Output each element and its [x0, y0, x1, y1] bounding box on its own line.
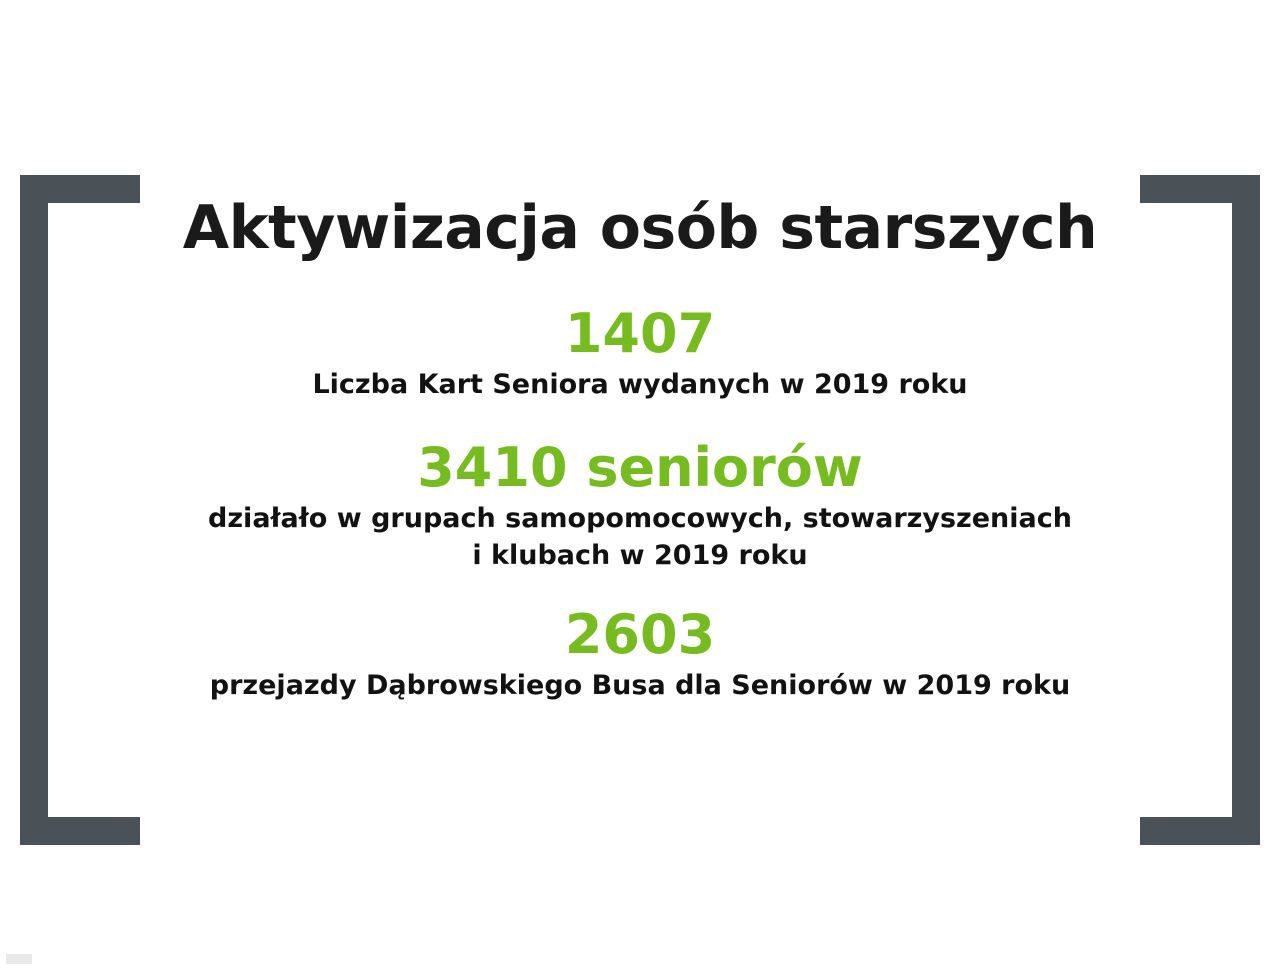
frame-corner-left-vertical [20, 175, 48, 845]
frame-corner-bottom-right-horizontal [1140, 817, 1260, 845]
stat-block-bus-seniorow [120, 604, 1160, 704]
stat-number: 2603 [564, 603, 716, 667]
stat-label: Liczba Kart Seniora wydanych w 2019 roku [312, 369, 968, 401]
stat-block-grupy-samopomocowe [120, 437, 1160, 574]
content-area [120, 195, 1160, 704]
stat-label: przejazdy Dąbrowskiego Busa dla Seniorów w 2019 roku [209, 670, 1071, 702]
page-title: Aktywizacja osób starszych [182, 193, 1098, 263]
frame-corner-bottom-left-horizontal [20, 817, 140, 845]
stat-number: 1407 [564, 302, 716, 365]
stat-label-line-1: działało w grupach samopomocowych, stowarzyszeniach [208, 502, 1072, 534]
page-edge-mark [6, 954, 32, 964]
stat-number: 3410 seniorów [417, 435, 863, 499]
stat-label-line-2: i klubach w 2019 roku [472, 540, 808, 572]
stat-block-karty-seniora [120, 303, 1160, 403]
frame-corner-right-vertical [1232, 175, 1260, 845]
